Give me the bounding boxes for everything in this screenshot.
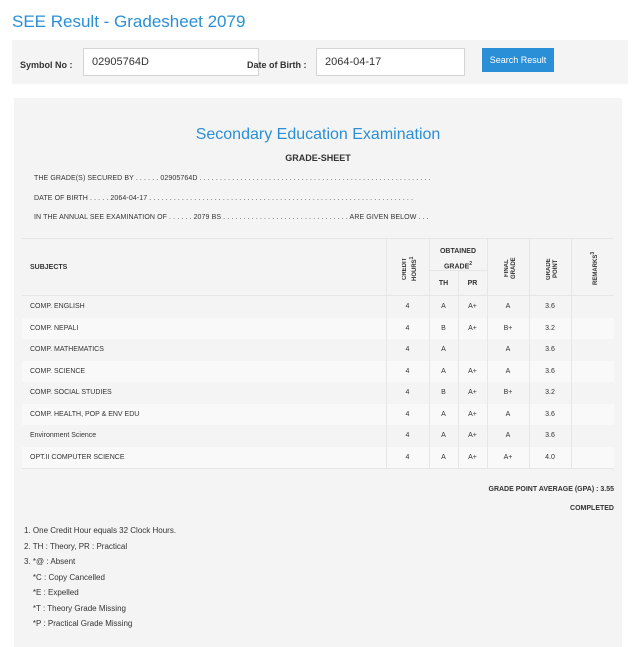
symbol-no-input[interactable]	[83, 48, 259, 76]
footnote-item: 1. One Credit Hour equals 32 Clock Hours.	[24, 526, 177, 535]
dob-label: Date of Birth :	[247, 60, 307, 70]
credit-hours-cell: 4	[405, 346, 410, 353]
final-grade-cell: B+	[503, 389, 513, 396]
subject-cell: Environment Science	[30, 432, 97, 439]
pr-grade-cell: A+	[468, 410, 477, 418]
info-line-exam: IN THE ANNUAL SEE EXAMINATION OF . . . . . . 2079 BS . . . . . . . . . . . . . . . . . . . . . . . . . . . . . . . ARE GIVEN BELOW . . .	[34, 214, 429, 221]
pr-grade-cell: A+	[468, 324, 477, 332]
grade-point-cell: 3.6	[545, 367, 555, 375]
exam-title: Secondary Education Examination	[195, 126, 441, 143]
credit-hours-cell: 4	[405, 324, 410, 332]
subject-cell: COMP. SOCIAL STUDIES	[30, 389, 112, 396]
credit-hours-cell: 4	[405, 303, 410, 310]
footnote-item: *T : Theory Grade Missing	[24, 603, 126, 613]
th-grade-cell: A	[441, 303, 446, 310]
subject-cell: OPT.II COMPUTER SCIENCE	[30, 453, 125, 461]
subject-cell: COMP. ENGLISH	[30, 303, 85, 310]
info-line-dob: DATE OF BIRTH . . . . . 2064-04-17 . . . . . . . . . . . . . . . . . . . . . . . . . . . . . . . . . . . . . . . . . . . . . . . . . . . . . . . . . . . . . . . . .	[34, 195, 414, 202]
gradesheet-title: GRADE-SHEET	[285, 153, 351, 163]
search-result-button[interactable]: Search Result	[482, 48, 554, 72]
th-header: TH	[438, 280, 449, 287]
info-line-name: THE GRADE(S) SECURED BY . . . . . . 02905764D . . . . . . . . . . . . . . . . . . . . . . . . . . . . . . . . . . . . . . . . . . . . . . . . . . . . . . . . .	[34, 175, 431, 182]
pr-grade-cell: A+	[468, 367, 477, 375]
credit-hours-cell: 4	[405, 432, 410, 439]
table-bottom-border	[22, 468, 614, 469]
credit-hours-header: CREDIT HOURS$^1$	[402, 256, 418, 282]
final-grade-cell: A	[505, 303, 511, 310]
th-grade-cell: B	[441, 324, 446, 332]
grade-point-cell: 3.6	[545, 410, 555, 418]
pr-grade-cell: A+	[468, 389, 477, 396]
pr-grade-cell: A+	[468, 303, 477, 310]
final-grade-cell: A+	[503, 453, 513, 461]
th-grade-cell: A	[441, 410, 446, 418]
credit-hours-cell: 4	[405, 389, 410, 396]
final-grade-cell: A	[505, 410, 511, 418]
grade-point-cell: 3.6	[545, 432, 555, 439]
result-status: COMPLETED	[570, 505, 614, 512]
dob-input[interactable]	[316, 48, 465, 76]
subjects-header: SUBJECTS	[30, 264, 68, 271]
th-grade-cell: A	[441, 453, 446, 461]
footnote-item: 3. *@ : Absent	[24, 557, 76, 566]
grade-point-cell: 4.0	[545, 453, 555, 461]
col-divider-remarks	[571, 238, 572, 468]
final-grade-header: FINAL GRADE	[504, 257, 517, 279]
credit-hours-cell: 4	[405, 453, 410, 461]
subject-cell: COMP. SCIENCE	[30, 367, 86, 375]
header-bottom-border	[22, 295, 614, 296]
table-top-border	[22, 238, 614, 239]
footnote-item: *E : Expelled	[24, 588, 79, 597]
search-bar	[12, 40, 628, 84]
subject-cell: COMP. MATHEMATICS	[30, 346, 104, 353]
th-grade-cell: A	[441, 367, 446, 375]
credit-hours-cell: 4	[405, 410, 410, 418]
footnote-item: *C : Copy Cancelled	[24, 572, 105, 582]
final-grade-cell: B+	[503, 324, 513, 332]
final-grade-cell: A	[505, 346, 511, 353]
th-grade-cell: B	[441, 389, 446, 396]
final-grade-cell: A	[505, 432, 511, 439]
grade-point-cell: 3.6	[545, 303, 555, 310]
gradesheet-card	[14, 98, 622, 647]
page-title: SEE Result - Gradesheet 2079	[12, 12, 246, 31]
footnote-item: 2. TH : Theory, PR : Practical	[24, 541, 128, 551]
gpa-summary: GRADE POINT AVERAGE (GPA) : 3.55	[488, 486, 614, 493]
footnote-item: *P : Practical Grade Missing	[24, 619, 133, 628]
grade-point-cell: 3.6	[545, 346, 555, 353]
th-grade-cell: A	[441, 432, 446, 439]
subject-cell: COMP. NEPALI	[30, 324, 79, 332]
pr-grade-cell: A+	[468, 453, 477, 461]
pr-grade-cell: A+	[468, 432, 477, 439]
subject-cell: COMP. HEALTH, POP & ENV EDU	[30, 410, 140, 418]
th-grade-cell: A	[441, 346, 446, 353]
obtained-grade-header: OBTAINED GRADE$^2$	[439, 248, 477, 271]
pr-header: PR	[467, 280, 478, 287]
final-grade-cell: A	[505, 367, 511, 375]
grade-point-cell: 3.2	[545, 389, 555, 396]
symbol-no-label: Symbol No :	[20, 60, 73, 70]
credit-hours-cell: 4	[405, 367, 410, 375]
grade-point-cell: 3.2	[545, 324, 555, 332]
grade-point-header: GRADE POINT	[546, 258, 559, 280]
remarks-header: REMARKS$^3$	[590, 251, 599, 285]
